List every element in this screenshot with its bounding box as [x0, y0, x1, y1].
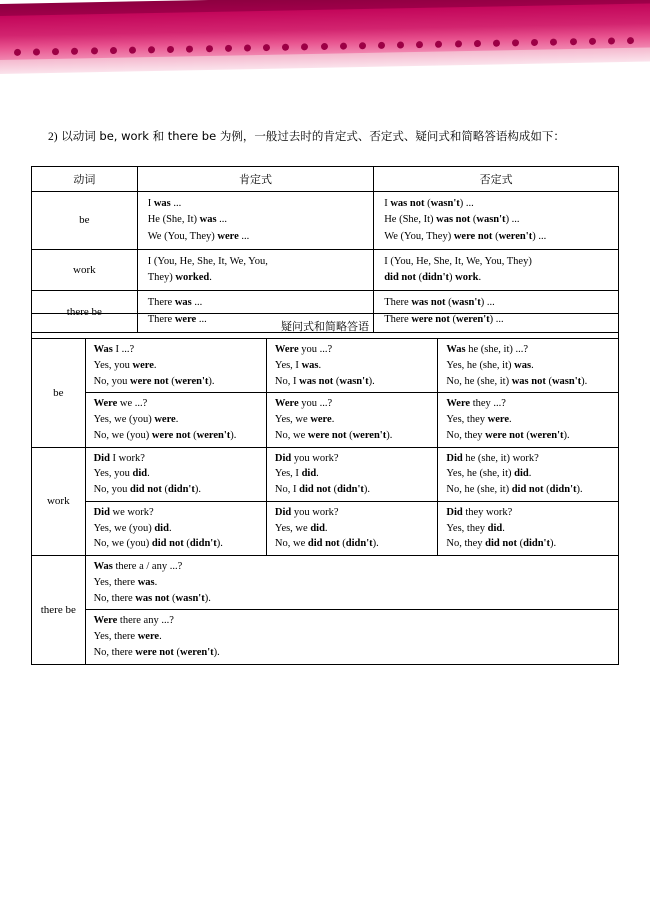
question-table-row	[32, 610, 619, 664]
table-header-row	[32, 167, 619, 192]
question-table-title: 疑问式和简略答语	[32, 314, 619, 339]
header-dot	[455, 40, 462, 47]
cell-affirmative: I was ... He (She, It) was ... We (You, They) were ...	[137, 192, 373, 250]
header-dot	[91, 47, 98, 54]
cell-question-block: Were we ...? Yes, we (you) were. No, we (you) were not (weren't).	[85, 393, 266, 447]
section-number: 2)	[48, 131, 58, 143]
question-table-body	[32, 339, 619, 665]
cell-question-block: Were they ...? Yes, they were. No, they were not (weren't).	[438, 393, 619, 447]
header-dot	[570, 38, 577, 45]
cell-affirmative: I (You, He, She, It, We, You, They) worked.	[137, 249, 373, 291]
cell-verb: there be	[32, 291, 138, 333]
header-dot	[167, 45, 174, 52]
header-dot	[589, 37, 596, 44]
cell-question-block: Did you work? Yes, we did. No, we did not (didn't).	[266, 501, 437, 555]
header-dot	[493, 39, 500, 46]
header-dot	[416, 41, 423, 48]
header-dot	[550, 38, 557, 45]
section-intro-text: 以动词 be, work 和 there be 为例，一般过去时的肯定式、否定式、疑问式和简略答语构成如下：	[61, 129, 565, 143]
header-dot	[206, 45, 213, 52]
cell-question-block: Did they work? Yes, they did. No, they did not (didn't).	[438, 501, 619, 555]
col-header-verb: 动词	[32, 167, 138, 192]
header-dot	[340, 42, 347, 49]
header-dot	[474, 39, 481, 46]
cell-verb: be	[32, 339, 86, 448]
header-dot	[33, 48, 40, 55]
cell-question-block: Was he (she, it) ...? Yes, he (she, it) was. No, he (she, it) was not (wasn't).	[438, 339, 619, 393]
affirmative-negative-table	[31, 166, 619, 333]
table-body	[32, 192, 619, 333]
question-table-row	[32, 556, 619, 610]
header-dot	[148, 46, 155, 53]
cell-negative: I (You, He, She, It, We, You, They) did not (didn't) work.	[374, 249, 619, 291]
question-table-row	[32, 447, 619, 501]
cell-question-block: Were you ...? Yes, we were. No, we were not (weren't).	[266, 393, 437, 447]
cell-verb: work	[32, 249, 138, 291]
header-dot	[244, 44, 251, 51]
question-table-header-row	[32, 314, 619, 339]
header-dot	[608, 37, 615, 44]
header-dot	[186, 45, 193, 52]
cell-verb: there be	[32, 556, 86, 665]
question-table-row	[32, 501, 619, 555]
header-dot	[225, 44, 232, 51]
decorative-header-band	[0, 0, 650, 92]
header-dot	[531, 38, 538, 45]
header-dot	[359, 42, 366, 49]
cell-question-block: Were you ...? Yes, I was. No, I was not (wasn't).	[266, 339, 437, 393]
header-dot	[129, 46, 136, 53]
question-table-row	[32, 339, 619, 393]
question-table-row	[32, 393, 619, 447]
section-intro	[48, 128, 608, 145]
header-dot	[512, 39, 519, 46]
header-dot	[435, 40, 442, 47]
header-dot	[282, 43, 289, 50]
header-dot	[110, 46, 117, 53]
cell-verb: be	[32, 192, 138, 250]
header-dot	[321, 42, 328, 49]
header-dot	[378, 41, 385, 48]
header-dot	[301, 43, 308, 50]
header-dot	[397, 41, 404, 48]
col-header-affirmative: 肯定式	[137, 167, 373, 192]
header-dot	[71, 47, 78, 54]
header-dot	[627, 37, 634, 44]
cell-question-block: Were there any ...? Yes, there were. No, there were not (weren't).	[85, 610, 618, 664]
table-row	[32, 192, 619, 250]
question-short-answer-table	[31, 313, 619, 665]
cell-negative: I was not (wasn't) ... He (She, It) was not (wasn't) ... We (You, They) were not (weren't) ...	[374, 192, 619, 250]
cell-negative: There was not (wasn't) ... There were not (weren't) ...	[374, 291, 619, 333]
cell-affirmative: There was ... There were ...	[137, 291, 373, 333]
cell-question-block: Was I ...? Yes, you were. No, you were not (weren't).	[85, 339, 266, 393]
cell-question-block: Was there a / any ...? Yes, there was. No, there was not (wasn't).	[85, 556, 618, 610]
header-dot	[263, 44, 270, 51]
cell-question-block: Did I work? Yes, you did. No, you did not (didn't).	[85, 447, 266, 501]
table-row	[32, 249, 619, 291]
cell-question-block: Did he (she, it) work? Yes, he (she, it) did. No, he (she, it) did not (didn't).	[438, 447, 619, 501]
header-dot	[52, 48, 59, 55]
cell-question-block: Did you work? Yes, I did. No, I did not (didn't).	[266, 447, 437, 501]
col-header-negative: 否定式	[374, 167, 619, 192]
cell-question-block: Did we work? Yes, we (you) did. No, we (you) did not (didn't).	[85, 501, 266, 555]
header-dot	[14, 48, 21, 55]
cell-verb: work	[32, 447, 86, 556]
